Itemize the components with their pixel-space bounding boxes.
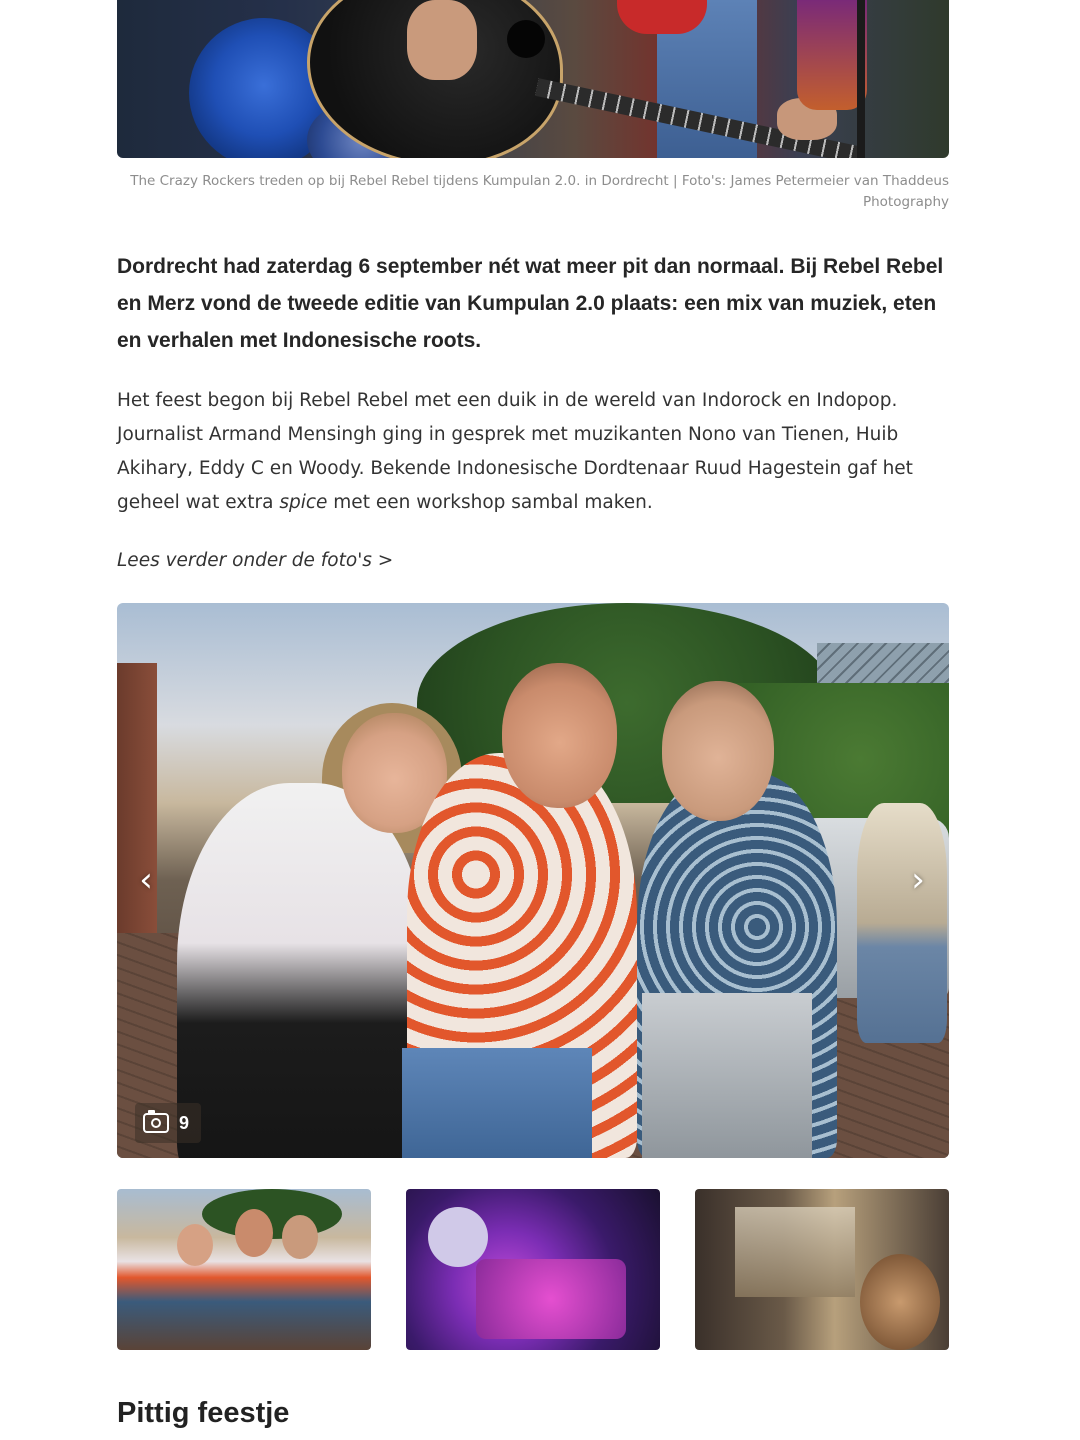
body-text: Het feest begon bij Rebel Rebel met een duik in de wereld van Indorock en Indopop. Journalist Armand Mensingh ging in gesprek met muzikanten Nono van Tienen, Huib Akihary, Eddy C en Woody. Bekende Indonesische Dordtenaar Ruud Hagestein gaf het geheel wat extra	[117, 390, 913, 513]
person	[857, 803, 947, 1043]
person-face	[235, 1209, 273, 1257]
table	[476, 1259, 626, 1339]
person	[177, 783, 427, 1158]
chevron-right-icon[interactable]: ›	[911, 860, 925, 900]
person-jeans	[642, 993, 812, 1158]
guitar-soundhole	[507, 20, 545, 58]
thumbnail-3[interactable]	[695, 1189, 949, 1350]
chevron-left-icon[interactable]: ‹	[139, 860, 153, 900]
person-jeans	[402, 1048, 592, 1158]
photo-gallery[interactable]	[117, 603, 949, 1158]
person-face	[282, 1215, 318, 1259]
gallery-thumbnails	[117, 1189, 949, 1350]
body-text: met een workshop sambal maken.	[327, 492, 653, 513]
red-guitar	[617, 0, 707, 34]
hand	[407, 0, 477, 80]
image-caption: The Crazy Rockers treden op bij Rebel Rebel tijdens Kumpulan 2.0. in Dordrecht | Foto's: James Petermeier van Thaddeus Photography	[130, 173, 949, 210]
body-emphasis: spice	[279, 492, 328, 513]
article-body	[117, 384, 937, 520]
person-face	[860, 1254, 940, 1350]
person-face	[662, 681, 774, 821]
section-heading: Pittig feestje	[117, 1397, 290, 1429]
thumbnail-1[interactable]	[117, 1189, 371, 1350]
mic-stand	[857, 0, 865, 158]
thumbnail-2[interactable]	[406, 1189, 660, 1350]
person-face	[177, 1224, 213, 1266]
article-lead: Dordrecht had zaterdag 6 september nét wat meer pit dan normaal. Bij Rebel Rebel en Merz vond de tweede editie van Kumpulan 2.0 plaats: een mix van muziek, eten en verhalen met Indonesische roots.	[117, 255, 944, 352]
camera-icon	[143, 1113, 169, 1133]
screen	[735, 1207, 855, 1297]
photo-count: 9	[179, 1112, 190, 1133]
hero-image	[117, 0, 949, 158]
person-hair	[428, 1207, 488, 1267]
person-face	[502, 663, 617, 808]
photo-count-badge[interactable]	[135, 1103, 201, 1143]
building	[117, 663, 157, 963]
read-on-link[interactable]: Lees verder onder de foto's >	[117, 550, 394, 571]
